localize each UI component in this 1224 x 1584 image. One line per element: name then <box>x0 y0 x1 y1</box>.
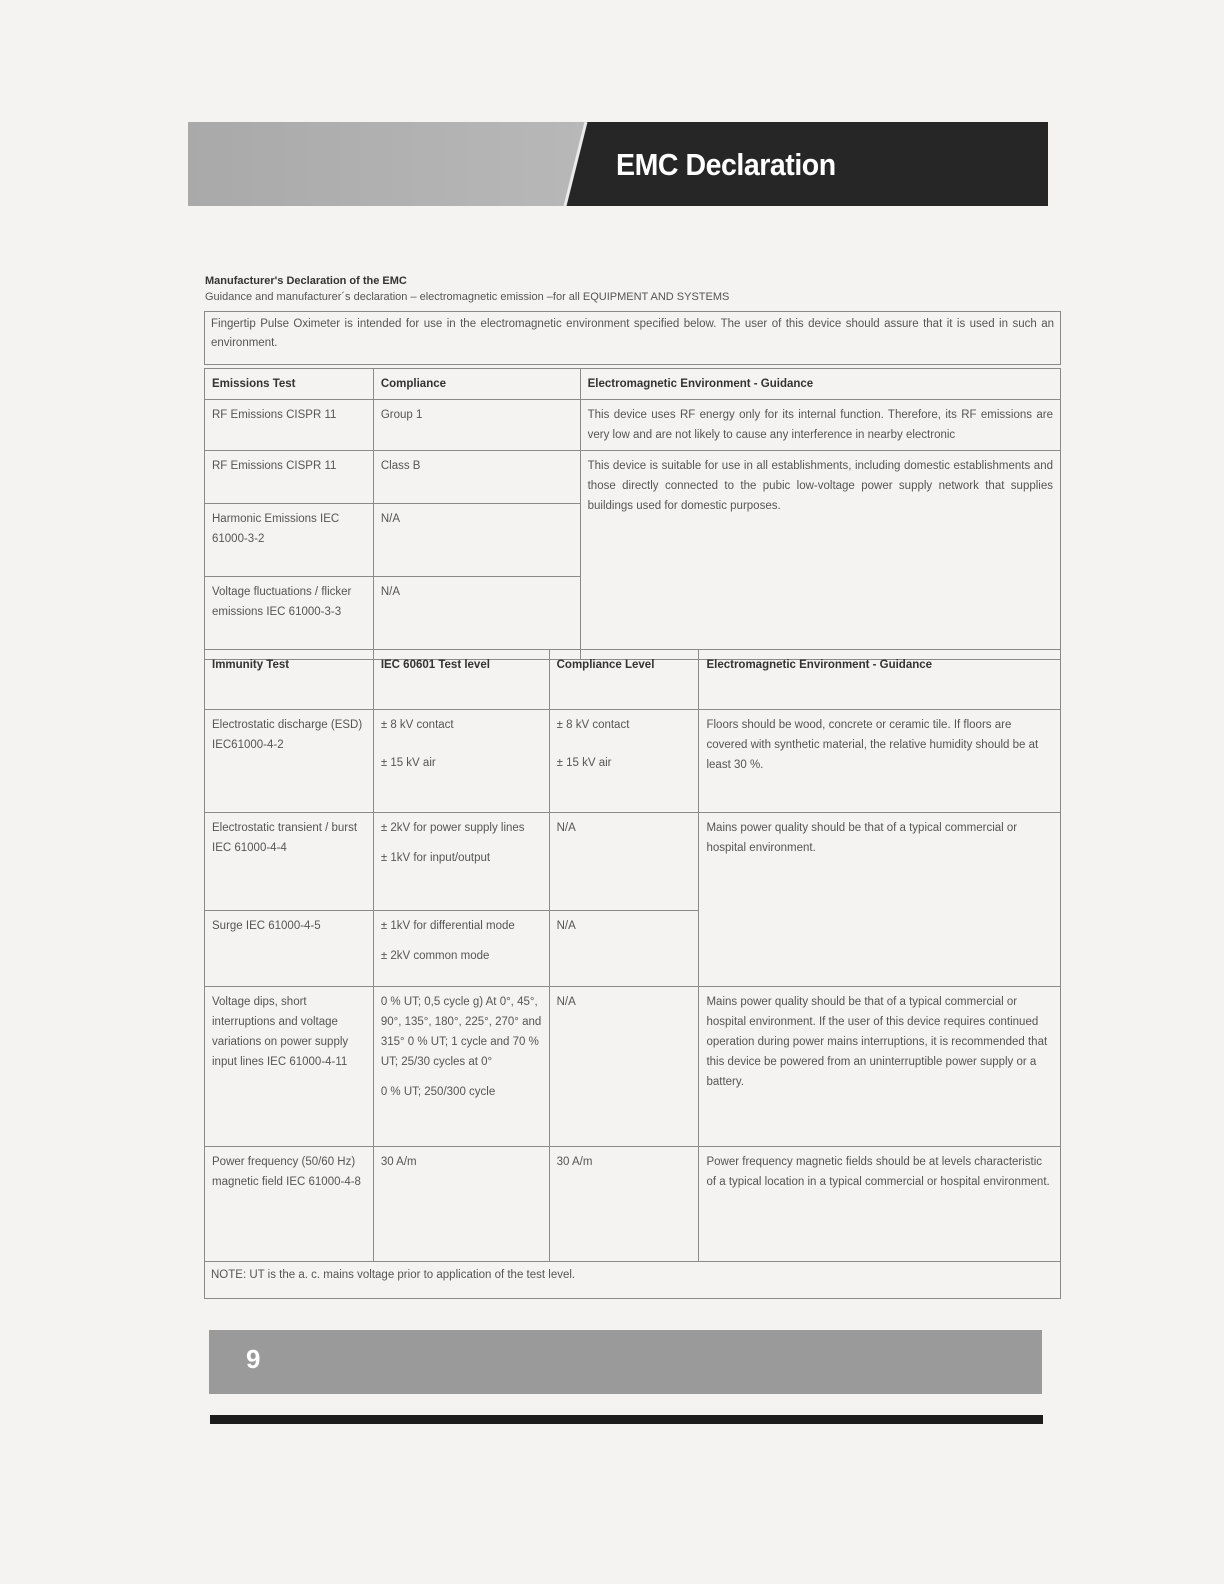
emissions-header-test: Emissions Test <box>205 369 374 400</box>
table-row <box>205 400 1061 451</box>
header-banner <box>188 122 1048 206</box>
emissions-test: RF Emissions CISPR 11 <box>205 451 374 504</box>
emissions-compliance: N/A <box>373 504 580 577</box>
immunity-test-level <box>373 987 549 1147</box>
immunity-test: Surge IEC 61000-4-5 <box>205 911 374 987</box>
emissions-table <box>204 368 1061 660</box>
immunity-header-compliance-level: Compliance Level <box>549 650 699 710</box>
test-level-line: 0 % UT; 250/300 cycle <box>380 1086 496 1098</box>
emissions-header-compliance: Compliance <box>373 369 580 400</box>
immunity-guidance: Mains power quality should be that of a typical commercial or hospital environment. If the user of this device requires continued operation during power mains interruptions, it is recommended that this device be powered from an uninterruptible power supply or a battery. <box>699 987 1061 1147</box>
immunity-test-level <box>373 710 549 813</box>
declaration-heading: Manufacturer's Declaration of the EMC <box>205 275 407 287</box>
immunity-guidance: Power frequency magnetic fields should be at levels characteristic of a typical location in a typical commercial or hospital environment. <box>699 1147 1061 1262</box>
table-row <box>205 1147 1061 1262</box>
footer-bar <box>209 1330 1042 1394</box>
intro-statement: Fingertip Pulse Oximeter is intended for use in the electromagnetic environment specified below. The user of this device should assure that it is used in such an environment. <box>205 312 1061 365</box>
test-level-line: ± 2kV for power supply lines <box>380 822 525 834</box>
table-row <box>205 813 1061 911</box>
immunity-compliance: 30 A/m <box>549 1147 699 1262</box>
declaration-subheading: Guidance and manufacturer´s declaration – electromagnetic emission –for all EQUIPMENT AND SYSTEMS <box>205 291 730 303</box>
test-level-line: ± 8 kV contact <box>380 719 454 731</box>
emissions-compliance: N/A <box>373 577 580 660</box>
immunity-header-guidance: Electromagnetic Environment - Guidance <box>699 650 1061 710</box>
immunity-test: Power frequency (50/60 Hz) magnetic field IEC 61000-4-8 <box>205 1147 374 1262</box>
immunity-compliance: N/A <box>549 813 699 911</box>
emissions-test: Harmonic Emissions IEC 61000-3-2 <box>205 504 374 577</box>
page-number: 9 <box>246 1344 261 1374</box>
note-table <box>204 1261 1061 1299</box>
immunity-guidance: Floors should be wood, concrete or ceramic tile. If floors are covered with synthetic material, the relative humidity should be at least 30 %. <box>699 710 1061 813</box>
footer-rule <box>210 1415 1043 1424</box>
table-row <box>205 710 1061 813</box>
immunity-guidance: Mains power quality should be that of a typical commercial or hospital environment. <box>699 813 1061 987</box>
immunity-header-test-level: IEC 60601 Test level <box>373 650 549 710</box>
test-level-line: ± 1kV for input/output <box>380 852 491 864</box>
emissions-header-guidance: Electromagnetic Environment - Guidance <box>580 369 1060 400</box>
test-level-line: ± 15 kV air <box>380 757 436 769</box>
immunity-compliance: N/A <box>549 911 699 987</box>
compliance-line: ± 8 kV contact <box>556 719 630 731</box>
immunity-test-level <box>373 911 549 987</box>
page-title: EMC Declaration <box>616 147 836 182</box>
immunity-test-level: 30 A/m <box>373 1147 549 1262</box>
immunity-test: Voltage dips, short interruptions and voltage variations on power supply input lines IEC 61000-4-11 <box>205 987 374 1147</box>
immunity-table <box>204 649 1061 1262</box>
immunity-header-test: Immunity Test <box>205 650 374 710</box>
table-note: NOTE: UT is the a. c. mains voltage prior to application of the test level. <box>205 1262 1061 1299</box>
immunity-test: Electrostatic transient / burst IEC 61000-4-4 <box>205 813 374 911</box>
immunity-compliance: N/A <box>549 987 699 1147</box>
test-level-line: ± 1kV for differential mode <box>380 920 515 932</box>
immunity-compliance <box>549 710 699 813</box>
table-row <box>205 451 1061 504</box>
table-row <box>205 987 1061 1147</box>
emissions-test: Voltage fluctuations / flicker emissions IEC 61000-3-3 <box>205 577 374 660</box>
intro-statement-table <box>204 311 1061 365</box>
immunity-test-level <box>373 813 549 911</box>
test-level-line: 0 % UT; 0,5 cycle g) At 0°, 45°, 90°, 135°, 180°, 225°, 270° and 315° 0 % UT; 1 cycle and 70 % UT; 25/30 cycles at 0° <box>380 996 542 1068</box>
emissions-guidance: This device uses RF energy only for its internal function. Therefore, its RF emissions are very low and are not likely to cause any interference in nearby electronic <box>580 400 1060 451</box>
immunity-test: Electrostatic discharge (ESD) IEC61000-4-2 <box>205 710 374 813</box>
emissions-compliance: Group 1 <box>373 400 580 451</box>
emissions-compliance: Class B <box>373 451 580 504</box>
emissions-guidance: This device is suitable for use in all establishments, including domestic establishments and those directly connected to the pubic low-voltage power supply network that supplies buildings used for domestic purposes. <box>580 451 1060 660</box>
compliance-line: ± 15 kV air <box>556 757 612 769</box>
emissions-test: RF Emissions CISPR 11 <box>205 400 374 451</box>
test-level-line: ± 2kV common mode <box>380 950 490 962</box>
